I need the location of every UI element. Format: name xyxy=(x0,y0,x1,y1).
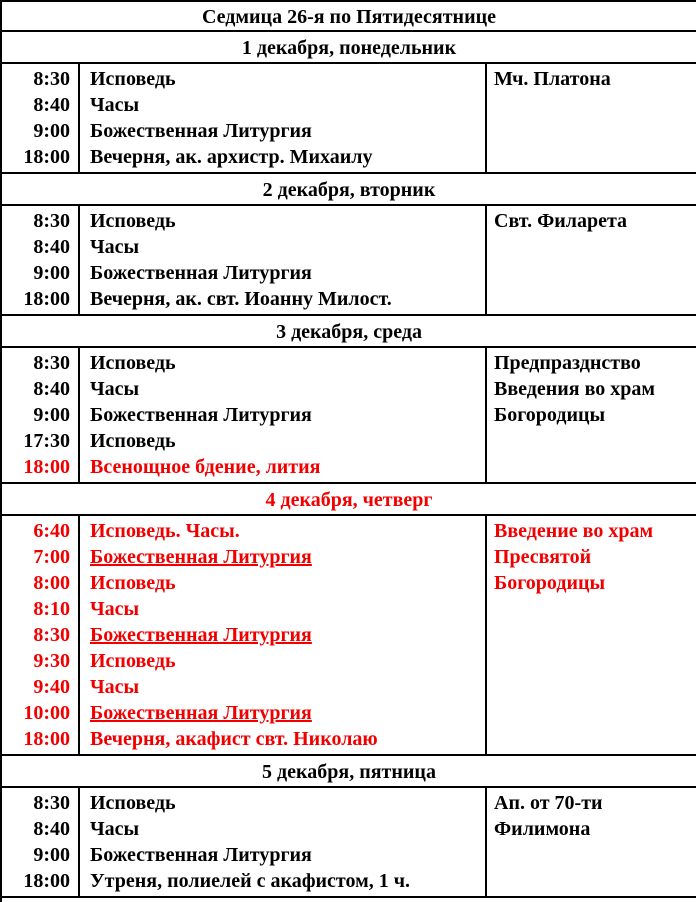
entry-time: 17:30 xyxy=(23,430,70,452)
services-column xyxy=(79,515,486,755)
entry-time: 8:30 xyxy=(33,68,70,90)
entry-time: 8:40 xyxy=(33,236,70,258)
services-column xyxy=(79,347,486,483)
day-header-thursday: 4 декабря, четверг xyxy=(1,483,696,515)
note-line: Свт. Филарета xyxy=(494,210,628,232)
entry-time: 8:40 xyxy=(33,94,70,116)
note-line: Богородицы xyxy=(494,404,606,426)
entry-service: Всенощное бдение, лития xyxy=(90,456,321,478)
entry-time: 8:30 xyxy=(33,210,70,232)
entry-service: Часы xyxy=(90,236,140,258)
commemoration-column xyxy=(486,63,696,173)
day-header-row-monday xyxy=(1,31,696,63)
entry-time: 18:00 xyxy=(23,728,70,750)
entry-service: Утреня, полиелей с акафистом, 1 ч. xyxy=(90,870,411,892)
title-row xyxy=(1,1,696,31)
entry-time: 8:40 xyxy=(33,378,70,400)
day-header-row-friday xyxy=(1,755,696,787)
services-column xyxy=(79,205,486,315)
entry-service: Вечерня, акафист свт. Николаю xyxy=(90,728,378,750)
entry-time: 7:00 xyxy=(33,546,70,568)
entry-time: 8:00 xyxy=(33,572,70,594)
entry-service: Часы xyxy=(90,378,140,400)
entry-time: 6:40 xyxy=(33,520,70,542)
note-line: Пресвятой xyxy=(494,546,592,568)
entry-time: 9:00 xyxy=(33,404,70,426)
entry-service: Божественная Литургия xyxy=(90,404,312,426)
day-body-row-tuesday xyxy=(1,205,696,315)
entry-service: Божественная Литургия xyxy=(90,844,312,866)
entry-time: 10:00 xyxy=(23,702,70,724)
entry-service: Вечерня, ак. архистр. Михаилу xyxy=(90,146,373,168)
entry-time: 8:10 xyxy=(33,598,70,620)
entry-service: Часы xyxy=(90,94,140,116)
entry-time: 9:40 xyxy=(33,676,70,698)
week-title: Седмица 26-я по Пятидесятнице xyxy=(1,1,696,31)
cutoff-next-section-row xyxy=(1,897,696,902)
entry-time: 18:00 xyxy=(23,870,70,892)
entry-time: 8:30 xyxy=(33,352,70,374)
entry-service: Исповедь xyxy=(90,68,176,90)
entry-time: 9:30 xyxy=(33,650,70,672)
day-header-row-thursday xyxy=(1,483,696,515)
entry-time: 18:00 xyxy=(23,288,70,310)
times-column xyxy=(1,347,79,483)
entry-service: Исповедь xyxy=(90,430,176,452)
entry-service: Божественная Литургия xyxy=(90,702,312,724)
entry-time: 18:00 xyxy=(23,146,70,168)
day-header-wednesday: 3 декабря, среда xyxy=(1,315,696,347)
entry-time: 9:00 xyxy=(33,844,70,866)
entry-time: 18:00 xyxy=(23,456,70,478)
entry-service: Исповедь xyxy=(90,792,176,814)
day-body-row-friday xyxy=(1,787,696,897)
day-body-row-wednesday xyxy=(1,347,696,483)
entry-service: Божественная Литургия xyxy=(90,120,312,142)
day-header-row-tuesday xyxy=(1,173,696,205)
entry-service: Божественная Литургия xyxy=(90,624,312,646)
day-body-row-thursday xyxy=(1,515,696,755)
note-line: Введение во храм xyxy=(494,520,654,542)
entry-time: 9:00 xyxy=(33,262,70,284)
entry-service: Божественная Литургия xyxy=(90,546,312,568)
entry-service: Исповедь xyxy=(90,572,176,594)
note-line: Введения во храм xyxy=(494,378,656,400)
entry-service: Часы xyxy=(90,676,140,698)
cutoff-cell xyxy=(1,897,696,902)
note-line: Богородицы xyxy=(494,572,606,594)
commemoration-column xyxy=(486,347,696,483)
services-column xyxy=(79,787,486,897)
day-header-row-wednesday xyxy=(1,315,696,347)
commemoration-column xyxy=(486,515,696,755)
entry-service: Божественная Литургия xyxy=(90,262,312,284)
entry-service: Исповедь xyxy=(90,210,176,232)
entry-service: Исповедь xyxy=(90,352,176,374)
times-column xyxy=(1,205,79,315)
times-column xyxy=(1,515,79,755)
day-header-friday: 5 декабря, пятница xyxy=(1,755,696,787)
entry-service: Вечерня, ак. свт. Иоанну Милост. xyxy=(90,288,392,310)
day-header-tuesday: 2 декабря, вторник xyxy=(1,173,696,205)
note-line: Ап. от 70-ти xyxy=(494,792,603,814)
times-column xyxy=(1,787,79,897)
entry-time: 8:30 xyxy=(33,624,70,646)
entry-time: 8:30 xyxy=(33,792,70,814)
times-column xyxy=(1,63,79,173)
note-line: Предпразднство xyxy=(494,352,641,374)
commemoration-column xyxy=(486,205,696,315)
entry-service: Исповедь xyxy=(90,650,176,672)
entry-time: 8:40 xyxy=(33,818,70,840)
commemoration-column xyxy=(486,787,696,897)
entry-service: Часы xyxy=(90,598,140,620)
entry-service: Часы xyxy=(90,818,140,840)
note-line: Филимона xyxy=(494,818,591,840)
day-header-monday: 1 декабря, понедельник xyxy=(1,31,696,63)
entry-time: 9:00 xyxy=(33,120,70,142)
note-line: Мч. Платона xyxy=(494,68,611,90)
day-body-row-monday xyxy=(1,63,696,173)
services-column xyxy=(79,63,486,173)
entry-service: Исповедь. Часы. xyxy=(90,520,240,542)
